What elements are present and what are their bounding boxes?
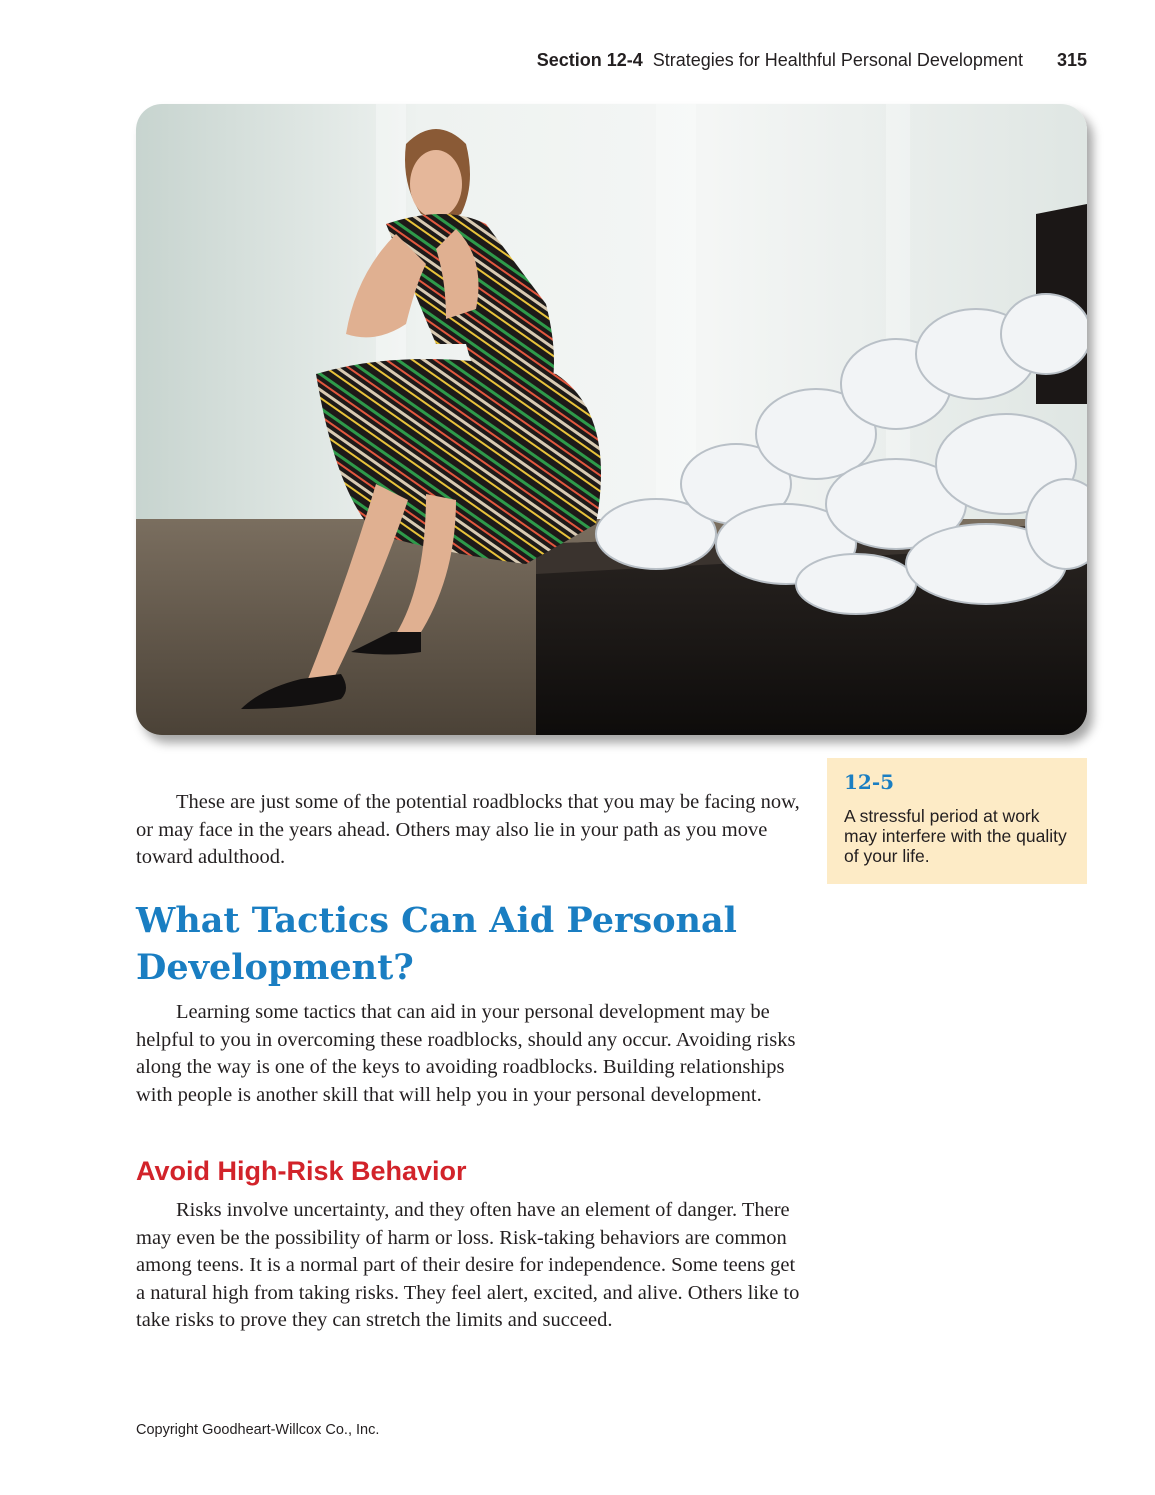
copyright-footer: Copyright Goodheart-Willcox Co., Inc. — [136, 1422, 380, 1438]
figure-caption-text: A stressful period at work may interfere with the quality of your life. — [844, 806, 1067, 866]
section-title: Strategies for Healthful Personal Development — [652, 50, 1023, 70]
figure-photo — [136, 104, 1087, 735]
figure-number: 12-5 — [844, 770, 895, 794]
page-number: 315 — [1056, 50, 1087, 70]
section-label: Section 12-4 — [536, 50, 643, 70]
running-header — [537, 50, 1087, 71]
section-heading: What Tactics Can Aid Personal Development? — [136, 900, 737, 988]
intro-paragraph: These are just some of the potential roadblocks that you may be facing now, or may face in the years ahead. Others may also lie in your path as you move toward adulthood. — [136, 791, 800, 868]
stressed-woman-illustration — [136, 104, 1087, 735]
subsection-heading: Avoid High-Risk Behavior — [136, 1156, 467, 1186]
figure-caption — [827, 758, 1087, 884]
tactics-paragraph: Learning some tactics that can aid in your personal development may be helpful to you in overcoming these roadblocks, should any occur. Avoiding risks along the way is one of the keys to avoiding roadblocks. Building relationships with people is another skill that will help you in your personal development. — [136, 1001, 796, 1106]
risk-paragraph: Risks involve uncertainty, and they often have an element of danger. There may even be the possibility of harm or loss. Risk-taking behaviors are common among teens. It is a normal part of their desire for independence. Some teens get a natural high from taking risks. They feel alert, excited, and alive. Others like to take risks to prove they can stretch the limits and succeed. — [136, 1199, 800, 1331]
